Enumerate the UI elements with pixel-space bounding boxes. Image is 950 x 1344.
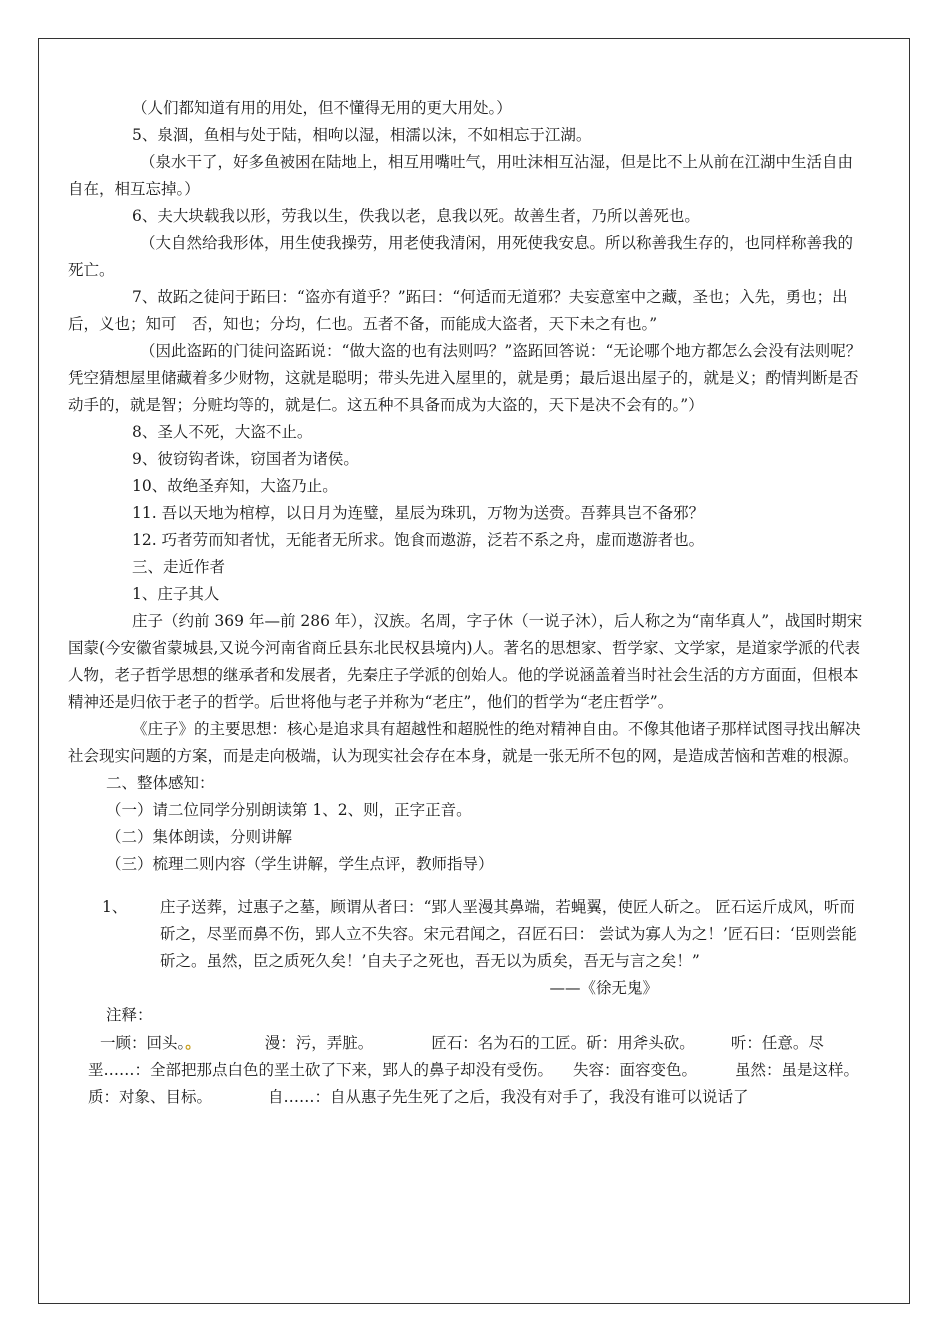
main-thought: 《庄子》的主要思想：核心是追求具有超越性和超脱性的绝对精神自由。不像其他诸子那样试图寻找出解决社会现实问题的方案，而是走向极端，认为现实社会存在本身，就是一张无所不包的网，是造成苦恼和苦难的根源。 [68,720,861,765]
translation-4: （人们都知道有用的用处，但不懂得无用的更大用处。） [132,99,512,117]
step-3: （三）梳理二则内容（学生讲解，学生点评，教师指导） [106,855,494,873]
note-gu: 一顾：回头。 [100,1034,186,1052]
section-heading-author: 三、走近作者 [132,558,226,576]
quote-9: 9、彼窃钩者诛，窃国者为诸侯。 [132,450,359,468]
translation-5: （泉水干了，好多鱼被困在陆地上，相互用嘴吐气，用吐沫相互沾湿，但是比不上从前在江湖中生活自由自在，相互忘掉。） [68,153,854,198]
note-ting: 听：任意。 [730,1034,809,1052]
quote-source: ——《徐无鬼》 [549,979,658,997]
note-suiran: 虽然：虽是这样。质：对象、目标。 [88,1061,860,1106]
quote-number: 1、 [102,898,128,916]
quote-10: 10、故绝圣弃知，大盗乃止。 [132,477,338,495]
spacer [68,878,868,894]
quote-12: 12. 巧者劳而知者忧，无能者无所求。饱食而遨游，泛若不系之舟，虚而遨游者也。 [132,531,705,549]
note-jine: 尽垩……：全部把那点白色的垩土砍了下来，郢人的鼻子却没有受伤。 [88,1034,824,1079]
translation-6: （大自然给我形体，用生使我操劳，用老使我清闲，用死使我安息。所以称善我生存的，也同样称善我的死亡。 [68,234,854,279]
document-body [68,95,868,1111]
quote-11: 11. 吾以天地为棺椁，以日月为连璧，星辰为珠玑，万物为送赍。吾葬具岂不备邪？ [132,504,705,522]
quote-passage [68,894,868,975]
quote-text: 庄子送葬，过惠子之墓，顾谓从者曰：“郢人垩漫其鼻端，若蝇翼，使匠人斫之。 匠石运斤成风，听而斫之，尽垩而鼻不伤，郢人立不失容。宋元君闻之，召匠石曰： 尝试为寡人为之！’匠石曰：‘臣则尝能斫之。虽然，臣之质死久矣！’自夫子之死也，吾无以为质矣，吾无与言之矣！” [160,898,857,970]
notes-body [68,1029,868,1111]
note-mark: 。 [185,1033,201,1052]
quote-6: 6、夫大块载我以形，劳我以生，佚我以老，息我以死。故善生者，乃所以善死也。 [132,207,700,225]
step-1: （一）请二位同学分别朗读第 1、2、则，正字正音。 [106,801,472,819]
note-shirong: 失容：面容变色。 [573,1061,698,1079]
translation-7: （因此盗跖的门徒问盗跖说：“做大盗的也有法则吗？”盗跖回答说：“无论哪个地方都怎么会没有法则呢？凭空猜想屋里储藏着多少财物，这就是聪明；带头先进入屋里的，就是勇；最后退出屋子的，就是义；酌情判断是否动手的，就是智；分赃均等的，就是仁。这五种不具备而成为大盗的，天下是决不会有的。”） [68,342,862,414]
section-heading-overview: 二、整体感知： [106,774,215,792]
step-2: （二）集体朗读，分则讲解 [106,828,293,846]
note-zi: 自……：自从惠子先生死了之后，我没有对手了，我没有谁可以说话了 [268,1088,749,1106]
quote-8: 8、圣人不死，大盗不止。 [132,423,313,441]
note-man: 漫：污，弄脏。 [264,1034,374,1052]
note-jiangshi: 匠石：名为石的工匠。斫：用斧头砍。 [431,1034,695,1052]
subsection-heading-zhuangzi: 1、庄子其人 [132,585,220,603]
quote-7: 7、故跖之徒问于跖曰：“盗亦有道乎？”跖曰：“何适而无道邪？夫妄意室中之藏，圣也；入先，勇也；出后，义也；知可 否，知也；分均，仁也。五者不备，而能成大盗者，天下未之有也。” [68,288,848,333]
notes-label: 注释： [106,1006,153,1024]
author-bio: 庄子（约前 369 年—前 286 年），汉族。名周，字子休（一说子沐），后人称之为“南华真人”，战国时期宋国蒙(今安徽省蒙城县,又说今河南省商丘县东北民权县境内)人。著名的思想家、哲学家、文学家，是道家学派的代表人物，老子哲学思想的继承者和发展者，先秦庄子学派的创始人。他的学说涵盖着当时社会生活的方方面面，但根本精神还是归依于老子的哲学。后世将他与老子并称为“老庄”，他们的哲学为“老庄哲学”。 [68,612,863,711]
quote-5: 5、泉涸，鱼相与处于陆，相呴以湿，相濡以沫，不如相忘于江湖。 [132,126,592,144]
